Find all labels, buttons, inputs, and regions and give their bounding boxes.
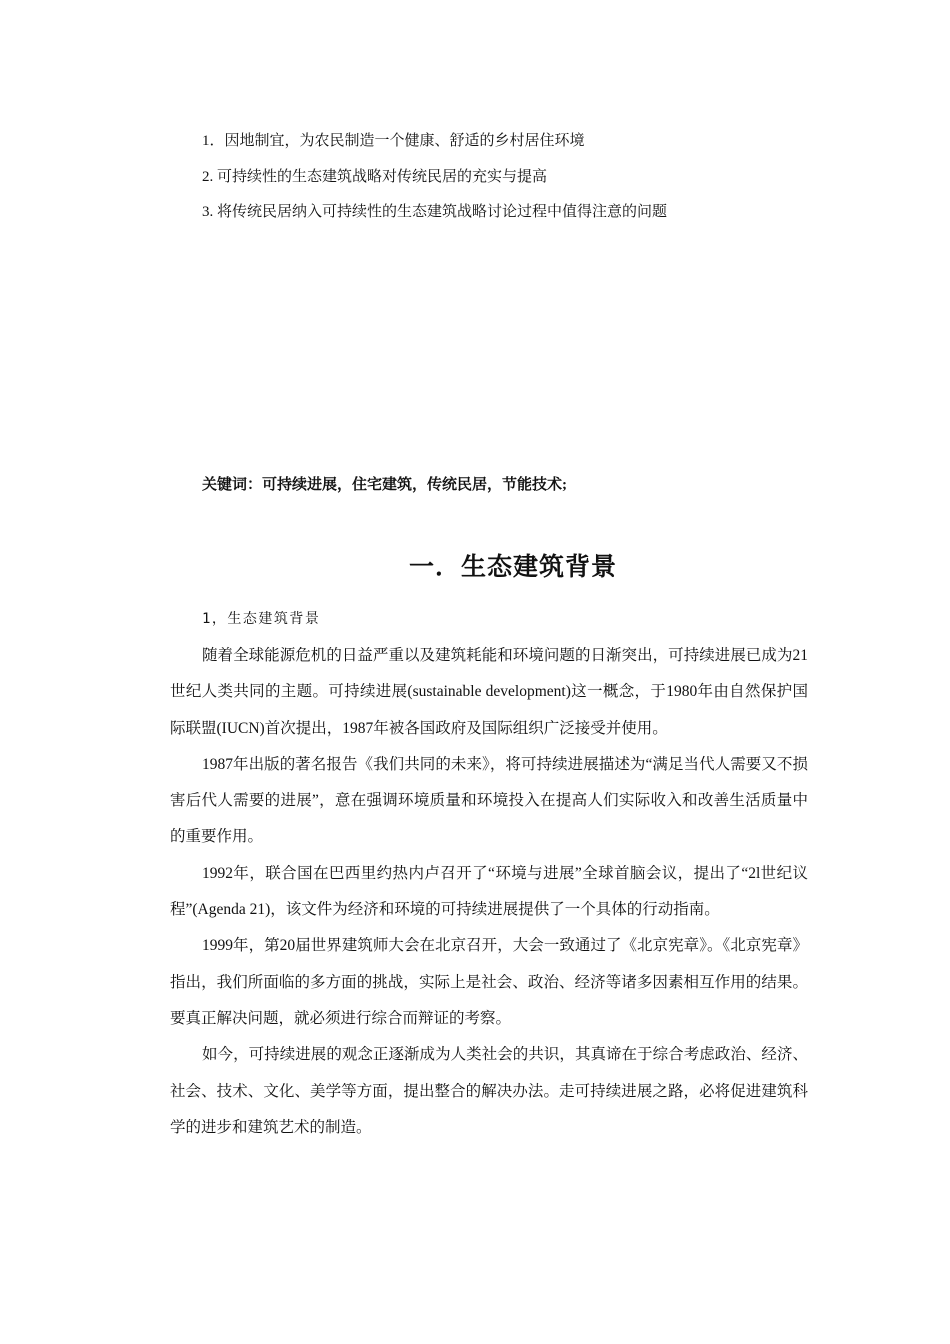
toc-item: 2. 可持续性的生态建筑战略对传统民居的充实与提高 bbox=[202, 168, 548, 185]
paragraph: 1999年，第20届世界建筑师大会在北京召开，大会一致通过了《北京宪章》。《北京宪章》指出，我们所面临的多方面的挑战，实际上是社会、政治、经济等诸多因素相互作用的结果。要真正解决问题，就必须进行综合而辩证的考察。 bbox=[170, 937, 808, 1027]
keywords-line: 关键词：可持续进展，住宅建筑，传统民居，节能技术; bbox=[202, 477, 567, 493]
paragraph: 1992年，联合国在巴西里约热内卢召开了“环境与进展”全球首脑会议，提出了“2l世纪议程”(Agenda 21)，该文件为经济和环境的可持续进展提供了一个具体的行动指南。 bbox=[170, 864, 808, 919]
paragraph: 如今，可持续进展的观念正逐渐成为人类社会的共识，其真谛在于综合考虑政治、经济、社会、技术、文化、美学等方面，提出整合的解决办法。走可持续进展之路，必将促进建筑科学的进步和建筑艺术的制造。 bbox=[170, 1046, 808, 1136]
toc-item: 3. 将传统民居纳入可持续性的生态建筑战略讨论过程中值得注意的问题 bbox=[202, 204, 668, 220]
paragraph: 1987年出版的著名报告《我们共同的未来》，将可持续进展描述为“满足当代人需要又不损害后代人需要的进展”，意在强调环境质量和环境投入在提高人们实际收入和改善生活质量中的重要作用。 bbox=[170, 755, 808, 846]
toc-item: 1．因地制宜，为农民制造一个健康、舒适的乡村居住环境 bbox=[202, 133, 585, 149]
section-title: 一．生态建筑背景 bbox=[408, 554, 617, 581]
table-of-contents bbox=[202, 124, 822, 231]
paragraph: 随着全球能源危机的日益严重以及建筑耗能和环境问题的日渐突出，可持续进展已成为21世纪人类共同的主题。可持续进展(sustainable development)这一概念，于1980年由自然保护国际联盟(IUCN)首次提出，1987年被各国政府及国际组织广泛接受并使用。 bbox=[170, 647, 808, 737]
body-text bbox=[170, 638, 808, 1146]
subsection-heading: 1，生态建筑背景 bbox=[202, 611, 321, 627]
